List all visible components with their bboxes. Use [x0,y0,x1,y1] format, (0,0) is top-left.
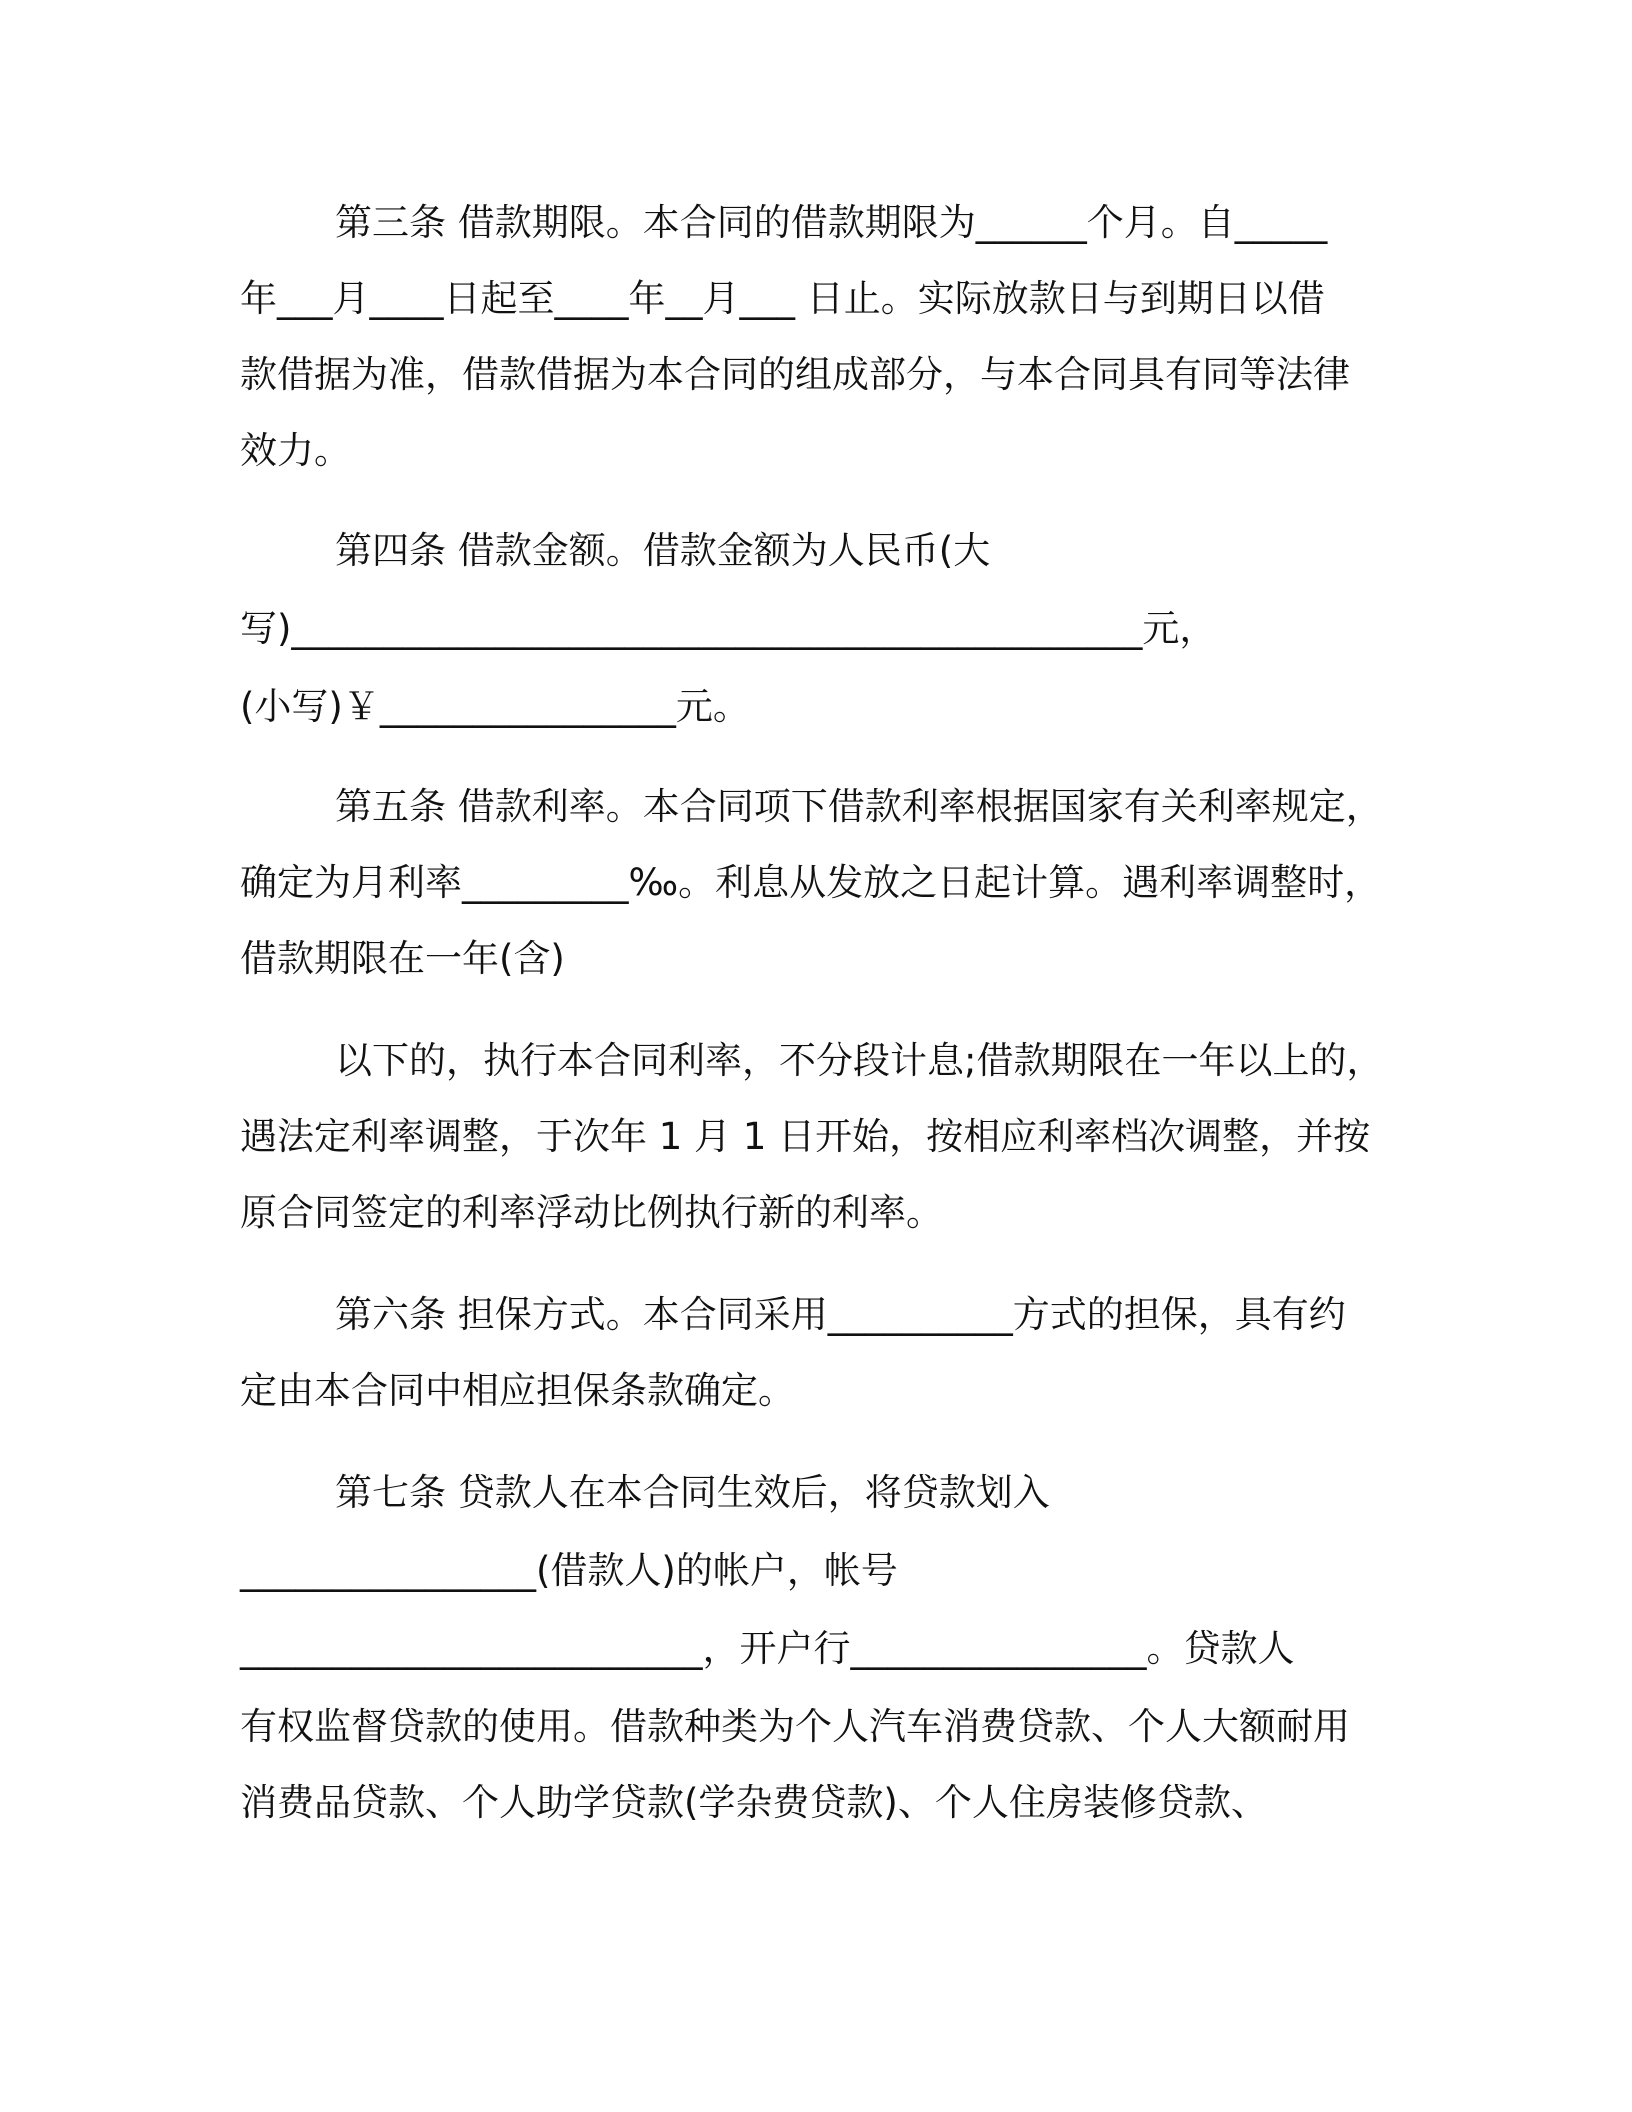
article-7-line-4: 有权监督贷款的使用。借款种类为个人汽车消费贷款、个人大额耐用 [240,1705,1350,1748]
article-6-line-2: 定由本合同中相应担保条款确定。 [240,1369,795,1412]
article-3-line-4: 效力。 [240,429,351,472]
article-7-line-3: _________________________，开户行________________。贷款人 [240,1627,1295,1670]
article-5-line-3: 借款期限在一年(含) [240,937,565,980]
article-7-line-5: 消费品贷款、个人助学贷款(学杂费贷款)、个人住房装修贷款、 [240,1781,1268,1824]
article-4-line-2: 写)______________________________________________元， [240,607,1217,650]
article-3-line-3: 款借据为准，借款借据为本合同的组成部分，与本合同具有同等法律 [240,353,1350,396]
article-4-line-3: (小写)￥________________元。 [240,685,750,728]
article-5-line-2: 确定为月利率_________‰。利息从发放之日起计算。遇利率调整时， [240,861,1382,904]
article-4-line-1: 第四条 借款金额。借款金额为人民币(大 [335,529,991,572]
article-7-line-2: ________________(借款人)的帐户，帐号 [240,1549,898,1592]
article-5-cont-line-2: 遇法定利率调整，于次年 1 月 1 日开始，按相应利率档次调整，并按 [240,1115,1371,1158]
article-5-cont-line-3: 原合同签定的利率浮动比例执行新的利率。 [240,1191,943,1234]
article-6-line-1: 第六条 担保方式。本合同采用__________方式的担保，具有约 [335,1293,1346,1336]
article-3-line-2: 年___月____日起至____年__月___ 日止。实际放款日与到期日以借 [240,277,1325,320]
article-3-line-1: 第三条 借款期限。本合同的借款期限为______个月。自_____ [335,201,1328,244]
article-5-line-1: 第五条 借款利率。本合同项下借款利率根据国家有关利率规定， [335,785,1383,828]
article-7-line-1: 第七条 贷款人在本合同生效后，将贷款划入 [335,1471,1050,1514]
article-5-cont-line-1: 以下的，执行本合同利率，不分段计息;借款期限在一年以上的， [335,1039,1384,1082]
